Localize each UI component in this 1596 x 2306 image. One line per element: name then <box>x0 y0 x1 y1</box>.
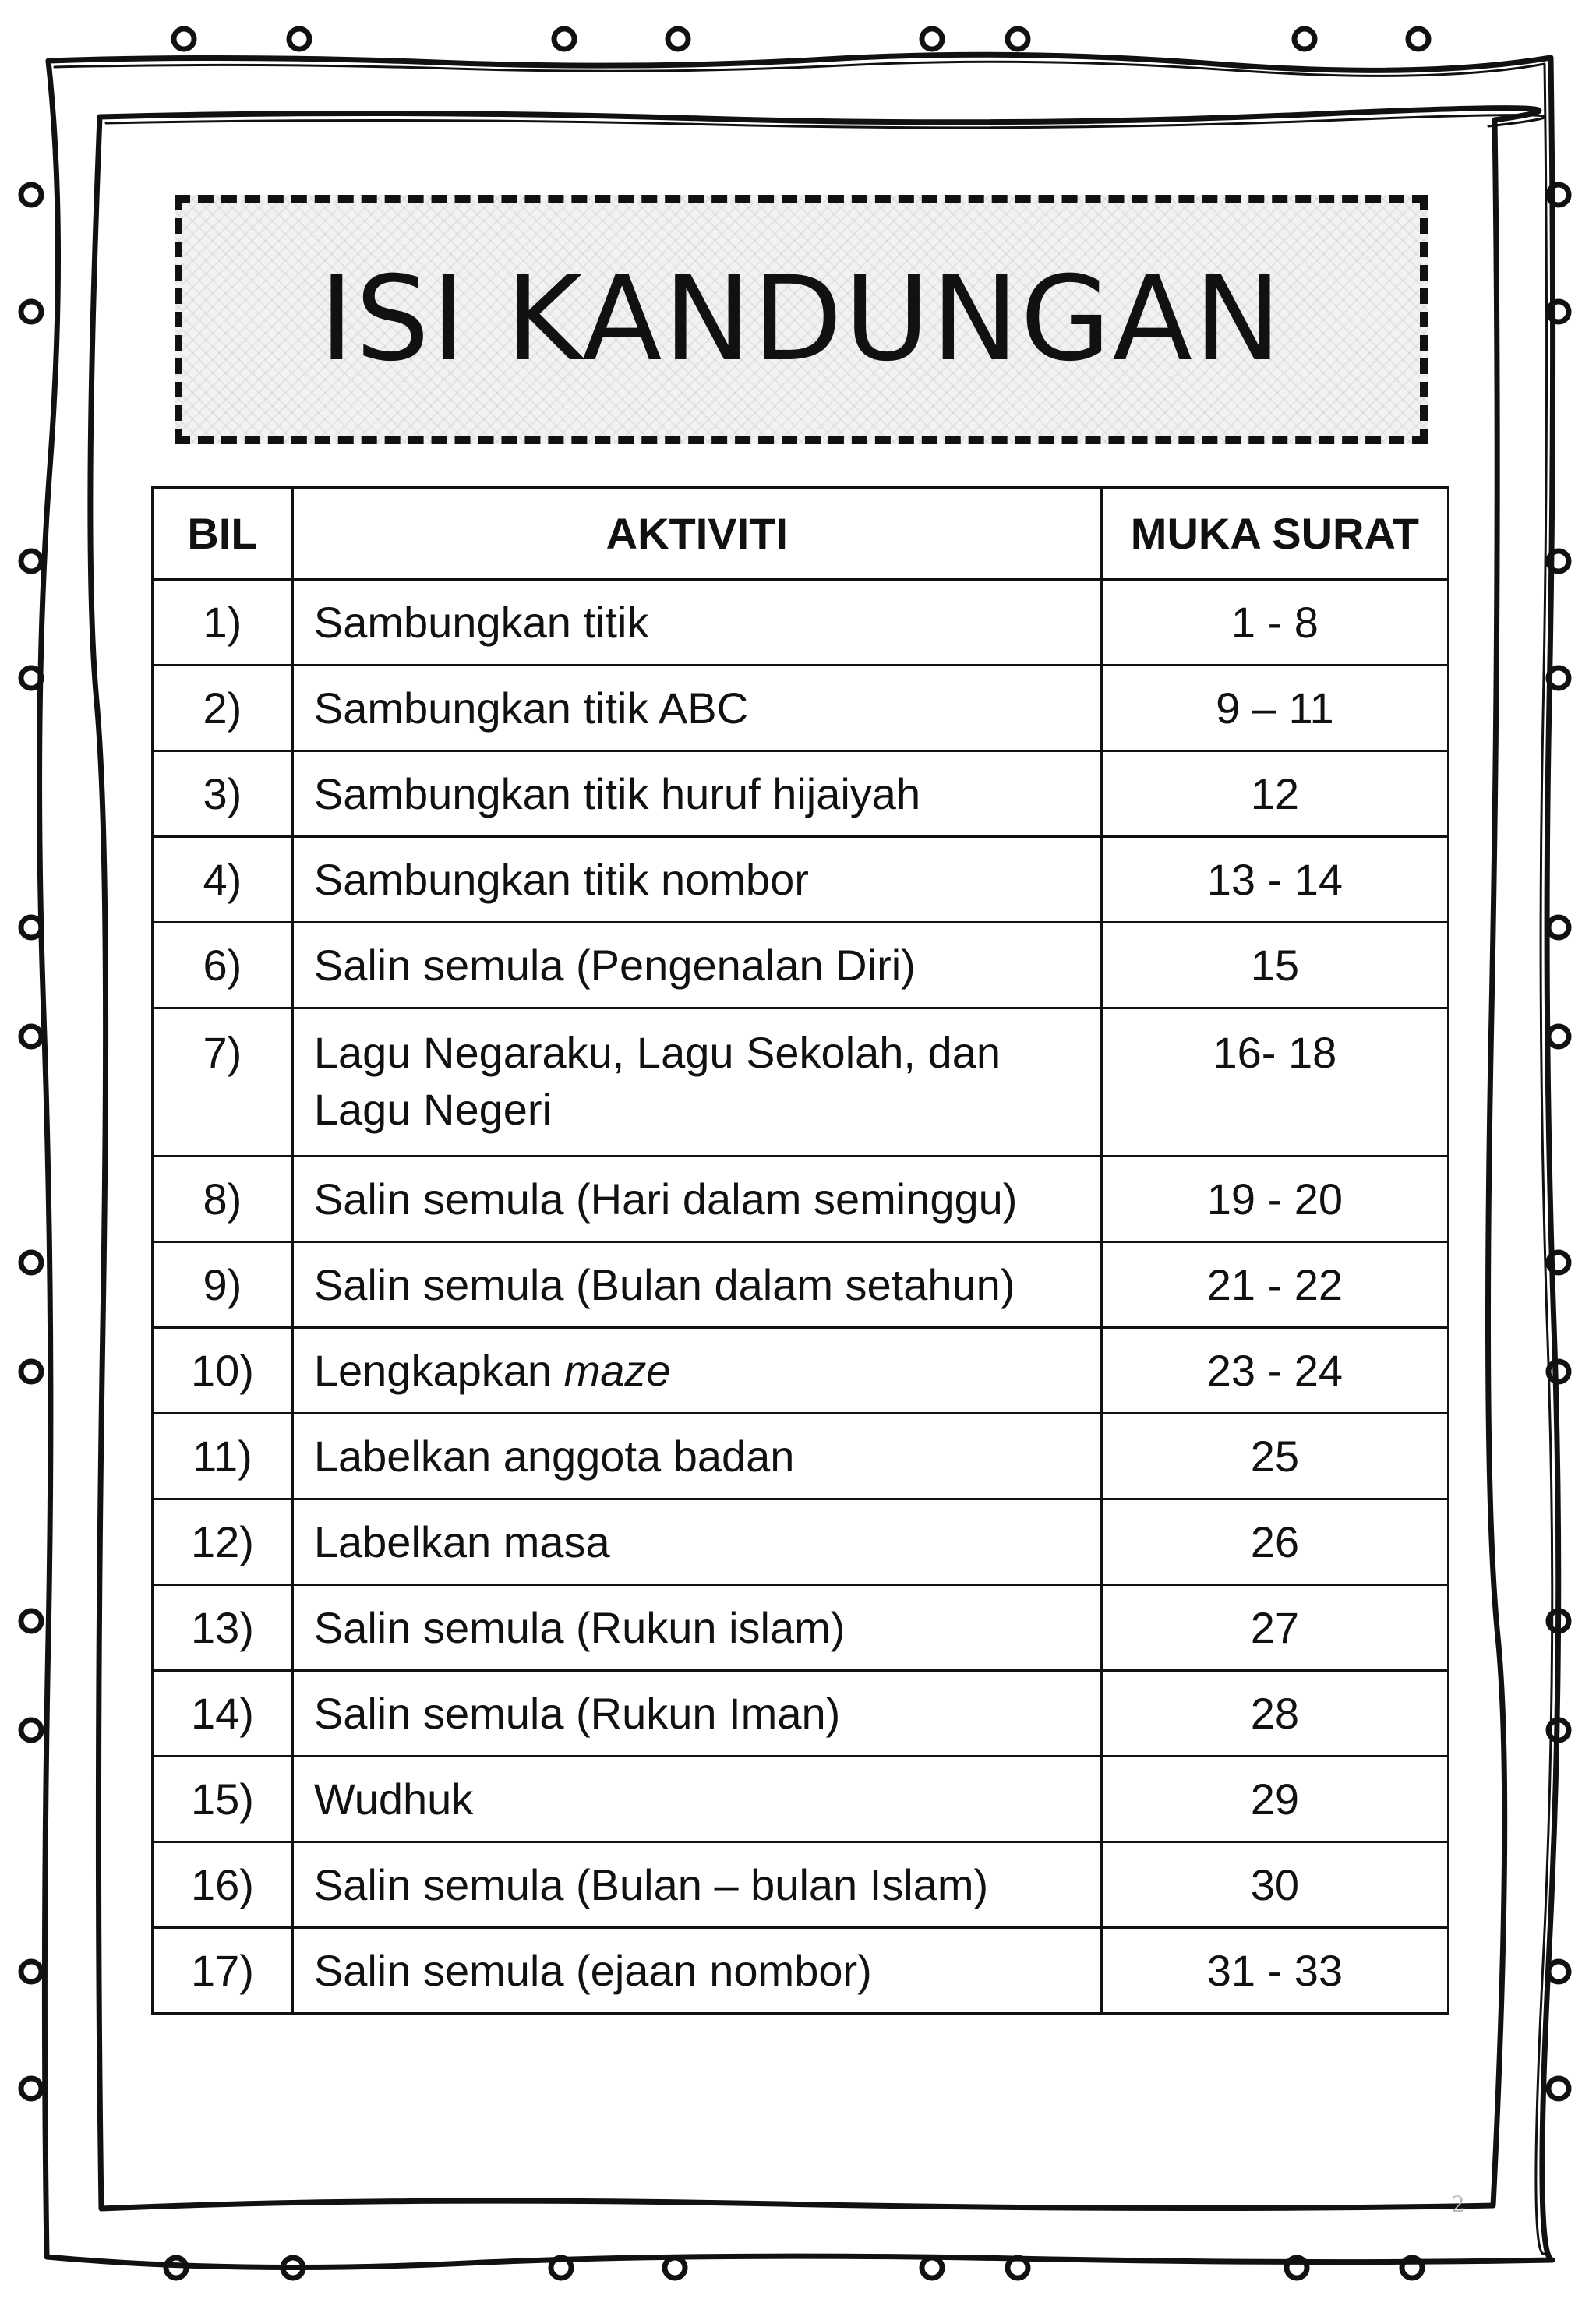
table-row <box>153 751 1449 837</box>
row-page: 27 <box>1101 1585 1448 1671</box>
row-activity: Labelkan masa <box>292 1499 1101 1585</box>
row-activity: Sambungkan titik nombor <box>292 837 1101 923</box>
row-activity: Salin semula (Pengenalan Diri) <box>292 923 1101 1008</box>
table-row <box>153 1757 1449 1842</box>
page-number: 2 <box>1451 2191 1465 2217</box>
table-row <box>153 1008 1449 1157</box>
row-number: 1) <box>153 580 293 666</box>
table-row <box>153 1499 1449 1585</box>
table-row <box>153 1928 1449 2014</box>
table-row <box>153 1328 1449 1414</box>
row-page: 12 <box>1101 751 1448 837</box>
contents-table <box>151 486 1449 2015</box>
row-page: 31 - 33 <box>1101 1928 1448 2014</box>
row-number: 3) <box>153 751 293 837</box>
row-number: 9) <box>153 1242 293 1328</box>
table-row <box>153 1671 1449 1757</box>
row-page: 9 – 11 <box>1101 666 1448 751</box>
table-row <box>153 1842 1449 1928</box>
table-row <box>153 1414 1449 1499</box>
row-activity: Salin semula (Bulan dalam setahun) <box>292 1242 1101 1328</box>
table-row <box>153 666 1449 751</box>
row-activity: Sambungkan titik ABC <box>292 666 1101 751</box>
table-row <box>153 580 1449 666</box>
table-row <box>153 1157 1449 1242</box>
row-activity: Salin semula (Rukun Iman) <box>292 1671 1101 1757</box>
row-number: 7) <box>153 1008 293 1157</box>
row-number: 17) <box>153 1928 293 2014</box>
row-number: 6) <box>153 923 293 1008</box>
row-number: 4) <box>153 837 293 923</box>
row-activity-prefix: Lengkapkan <box>313 1346 564 1395</box>
row-activity-italic: maze <box>563 1346 671 1395</box>
table-row <box>153 837 1449 923</box>
row-number: 8) <box>153 1157 293 1242</box>
header-aktiviti: AKTIVITI <box>292 488 1101 580</box>
row-number: 15) <box>153 1757 293 1842</box>
row-page: 15 <box>1101 923 1448 1008</box>
header-bil: BIL <box>153 488 293 580</box>
table-row <box>153 1242 1449 1328</box>
row-activity: Labelkan anggota badan <box>292 1414 1101 1499</box>
row-page: 16- 18 <box>1101 1008 1448 1157</box>
row-page: 1 - 8 <box>1101 580 1448 666</box>
row-number: 12) <box>153 1499 293 1585</box>
row-number: 14) <box>153 1671 293 1757</box>
row-activity: Sambungkan titik <box>292 580 1101 666</box>
row-page: 28 <box>1101 1671 1448 1757</box>
row-page: 21 - 22 <box>1101 1242 1448 1328</box>
row-activity: Salin semula (ejaan nombor) <box>292 1928 1101 2014</box>
title-box <box>175 195 1428 444</box>
table-row <box>153 1585 1449 1671</box>
row-activity: Salin semula (Rukun islam) <box>292 1585 1101 1671</box>
row-activity: Sambungkan titik huruf hijaiyah <box>292 751 1101 837</box>
row-activity: Salin semula (Bulan – bulan Islam) <box>292 1842 1101 1928</box>
row-page: 29 <box>1101 1757 1448 1842</box>
page-title: ISI KANDUNGAN <box>319 252 1284 387</box>
row-page: 13 - 14 <box>1101 837 1448 923</box>
table-row <box>153 923 1449 1008</box>
row-number: 13) <box>153 1585 293 1671</box>
row-number: 11) <box>153 1414 293 1499</box>
row-number: 16) <box>153 1842 293 1928</box>
row-activity <box>292 1328 1101 1414</box>
row-activity: Lagu Negaraku, Lagu Sekolah, dan Lagu Negeri <box>292 1008 1101 1157</box>
row-page: 25 <box>1101 1414 1448 1499</box>
row-page: 19 - 20 <box>1101 1157 1448 1242</box>
header-muka-surat: MUKA SURAT <box>1101 488 1448 580</box>
row-activity: Salin semula (Hari dalam seminggu) <box>292 1157 1101 1242</box>
row-page: 30 <box>1101 1842 1448 1928</box>
row-page: 26 <box>1101 1499 1448 1585</box>
row-activity: Wudhuk <box>292 1757 1101 1842</box>
table-header-row <box>153 488 1449 580</box>
row-page: 23 - 24 <box>1101 1328 1448 1414</box>
row-number: 10) <box>153 1328 293 1414</box>
row-number: 2) <box>153 666 293 751</box>
